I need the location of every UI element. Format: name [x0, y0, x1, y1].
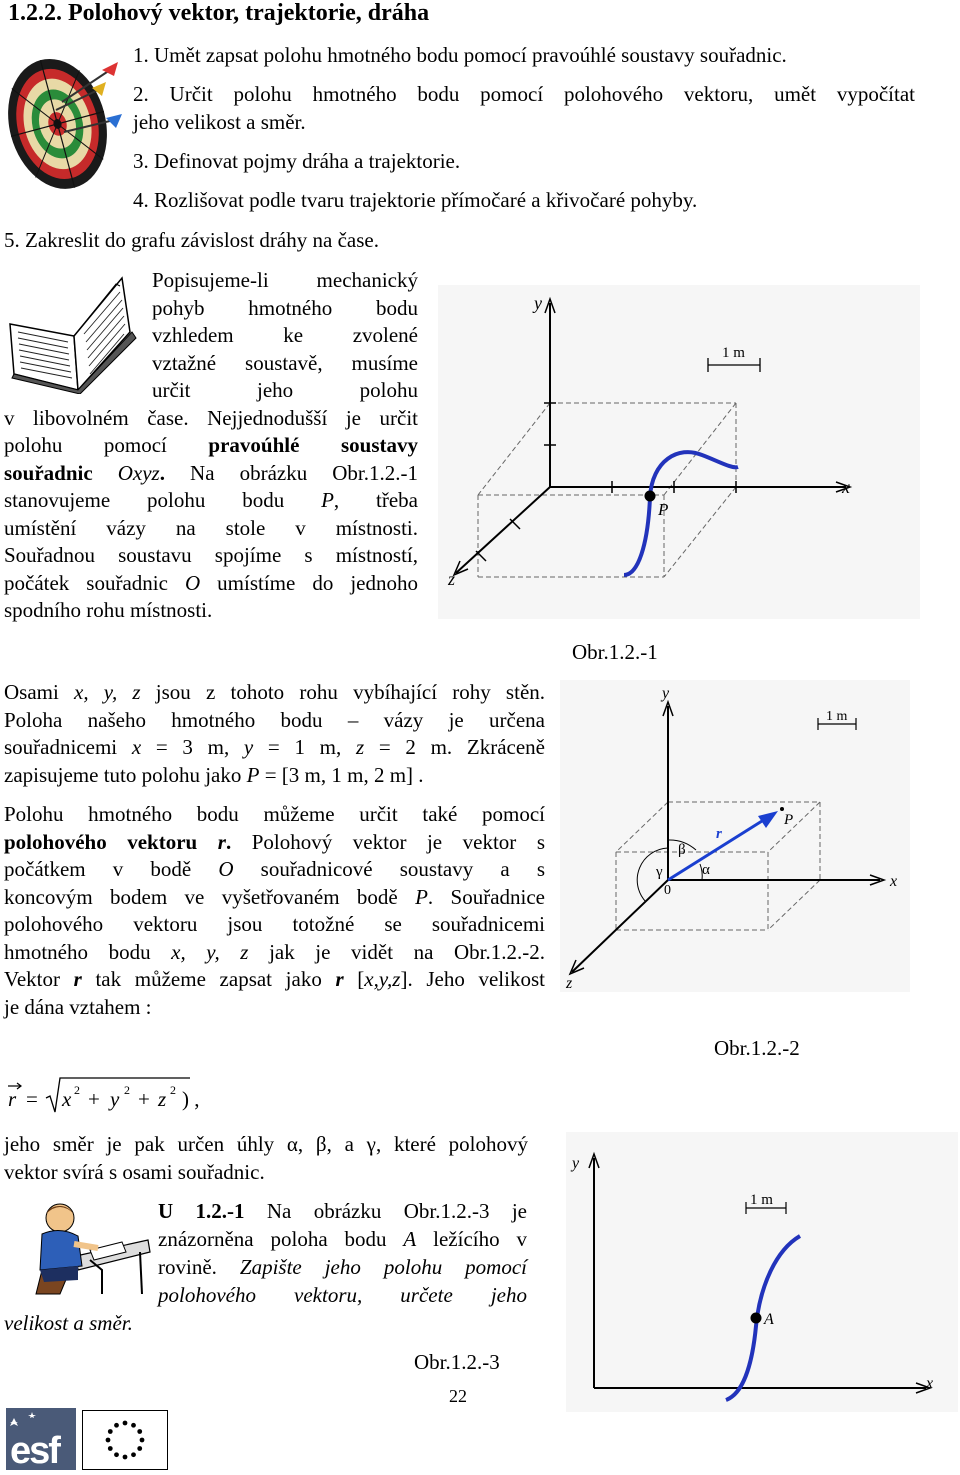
fig1-point-p — [645, 491, 656, 502]
svg-text:) ,: ) , — [182, 1087, 200, 1111]
fig1-y-label: y — [534, 293, 542, 313]
svg-text:y: y — [110, 1087, 120, 1111]
para2-line4: zapisujeme tuto polohu jako P = [3 m, 1 m, 2 m] . — [4, 762, 424, 787]
para3-line7: Vektor r tak můžeme zapsat jako r [x,y,z]. Jeho velikost — [4, 967, 545, 991]
eu-flag — [82, 1410, 168, 1470]
svg-text:z: z — [158, 1087, 167, 1111]
figure-1 — [438, 285, 920, 619]
fig1-x-label: x — [842, 477, 850, 497]
svg-text:2: 2 — [74, 1083, 80, 1097]
para3-line3: počátkem v bodě O souřadnicové soustavy a s — [4, 857, 545, 881]
esf-logo-text: esf — [10, 1430, 59, 1472]
eu-stars-icon — [83, 1411, 167, 1469]
task-line5: velikost a směr. — [4, 1311, 133, 1335]
para1-line4: vztažné soustavě, musíme — [152, 350, 418, 375]
figure-2 — [560, 680, 910, 992]
fig2-origin-label: 0 — [664, 883, 671, 898]
fig3-point-label: A — [764, 1311, 774, 1328]
eu-star — [123, 1455, 128, 1460]
svg-text:2: 2 — [170, 1083, 176, 1097]
fig2-alpha-label: α — [702, 862, 710, 878]
para4-line2: vektor svírá s osami souřadnic. — [4, 1159, 265, 1184]
fig3-caption: Obr.1.2.-3 — [414, 1350, 500, 1374]
task-line4: polohového vektoru, určete jeho — [158, 1283, 527, 1307]
fig3-scale-label: 1 m — [750, 1192, 773, 1208]
para1-line6: v libovolném čase. Nejjednodušší je určit — [4, 405, 418, 430]
eu-star — [131, 1423, 136, 1428]
objective-3: 3. Definovat pojmy dráha a trajektorie. — [133, 149, 461, 173]
eu-star — [140, 1438, 145, 1443]
para3-line6: hmotného bodu x, y, z jak je vidět na Obr.1.2.-2. — [4, 939, 545, 964]
para1-line8: souřadnic Oxyz. Na obrázku Obr.1.2.-1 — [4, 460, 419, 485]
fig1-scale-label: 1 m — [722, 345, 745, 361]
fig2-vector-label: r — [716, 826, 722, 842]
para3-line5: polohového vektoru jsou totožné se souřadnicemi — [4, 912, 545, 936]
task-label: U 1.2.-1 — [158, 1199, 245, 1223]
para3-line8: je dána vztahem : — [4, 994, 152, 1019]
book-icon — [4, 270, 150, 394]
svg-text:x: x — [62, 1087, 72, 1111]
eu-star — [108, 1446, 113, 1451]
esf-logo — [6, 1408, 76, 1470]
para2-line2: Poloha našeho hmotného bodu – vázy je určena — [4, 707, 545, 732]
fig1-z-label: z — [448, 569, 456, 589]
fig2-scale-label: 1 m — [826, 709, 848, 724]
task-line1: U 1.2.-1 Na obrázku Obr.1.2.-3 je — [158, 1199, 527, 1223]
eu-star — [108, 1429, 113, 1434]
para1-line10: umístění vázy na stole v místnosti. — [4, 515, 418, 540]
eu-star — [114, 1423, 119, 1428]
para1-line3: vzhledem ke zvolené — [152, 323, 418, 347]
fig3-y-label: y — [572, 1155, 580, 1172]
para4-line1: jeho směr je pak určen úhly α, β, a γ, které polohový — [4, 1132, 528, 1156]
para1-line2: pohyb hmotného bodu — [152, 295, 418, 320]
page-title: 1.2.2. Polohový vektor, trajektorie, dráha — [8, 0, 430, 26]
para1-line7: polohu pomocí pravoúhlé soustavy — [4, 433, 418, 457]
para3-line4: koncovým bodem ve vyšetřovaném bodě P. Souřadnice — [4, 884, 545, 909]
figure-3 — [566, 1132, 958, 1412]
fig3-x-label: x — [926, 1375, 934, 1392]
task-line3: rovině. Zapište jeho polohu pomocí — [158, 1255, 527, 1279]
objective-2: 2. Určit polohu hmotného bodu pomocí polohového vektoru, umět vypočítat — [133, 82, 915, 106]
eu-star — [106, 1438, 111, 1443]
objective-2-cont: jeho velikost a směr. — [133, 110, 306, 134]
objective-1: 1. Umět zapsat polohu hmotného bodu pomocí pravoúhlé soustavy souřadnic. — [133, 43, 787, 67]
task-line2: znázorněna poloha bodu A ležícího v — [158, 1227, 527, 1251]
objective-4: 4. Rozlišovat podle tvaru trajektorie přímočaré a křivočaré pohyby. — [133, 188, 698, 212]
fig2-point-label: P — [784, 812, 794, 828]
svg-text:2: 2 — [124, 1083, 130, 1097]
fig2-beta-label: β — [678, 842, 686, 858]
para1-line12: počátek souřadnic O umístíme do jednoho — [4, 570, 418, 595]
eu-star — [131, 1452, 136, 1457]
para1-line5: určit jeho polohu — [152, 378, 418, 402]
para1-line13: spodního rohu místnosti. — [4, 598, 213, 622]
eu-star — [137, 1429, 142, 1434]
fig2-y-label: y — [662, 685, 670, 702]
eu-star — [123, 1421, 128, 1426]
fig1-point-label: P — [658, 500, 669, 519]
para2-line1: Osami x, y, z jsou z tohoto rohu vybíhající rohy stěn. — [4, 680, 546, 704]
eu-star — [114, 1452, 119, 1457]
page-number: 22 — [449, 1386, 467, 1406]
fig2-z-label: z — [566, 975, 573, 992]
para1-line9: stanovujeme polohu bodu P, třeba — [4, 488, 418, 512]
para2-line3: souřadnicemi x = 3 m, y = 1 m, z = 2 m. Zkráceně — [4, 735, 545, 759]
svg-text:r: r — [8, 1087, 17, 1111]
svg-text:=: = — [26, 1087, 38, 1111]
svg-text:+: + — [138, 1087, 150, 1111]
para3-line1: Polohu hmotného bodu můžeme určit také pomocí — [4, 802, 545, 826]
magnitude-formula — [0, 1074, 230, 1124]
eu-star — [137, 1446, 142, 1451]
svg-text:+: + — [88, 1087, 100, 1111]
fig2-x-label: x — [890, 873, 898, 890]
fig2-caption: Obr.1.2.-2 — [714, 1036, 800, 1060]
fig2-gamma-label: γ — [656, 864, 663, 880]
student-icon — [30, 1200, 152, 1296]
para3-line2: polohového vektoru r. Polohový vektor je vektor s — [4, 829, 546, 854]
fig1-caption: Obr.1.2.-1 — [572, 640, 658, 664]
para1-line1: Popisujeme-li mechanický — [152, 268, 418, 292]
objective-5: 5. Zakreslit do grafu závislost dráhy na čase. — [4, 228, 379, 252]
fig3-point-a — [751, 1313, 762, 1324]
dartboard-icon — [2, 40, 124, 192]
para1-line11: Souřadnou soustavu spojíme s místností, — [4, 543, 418, 567]
